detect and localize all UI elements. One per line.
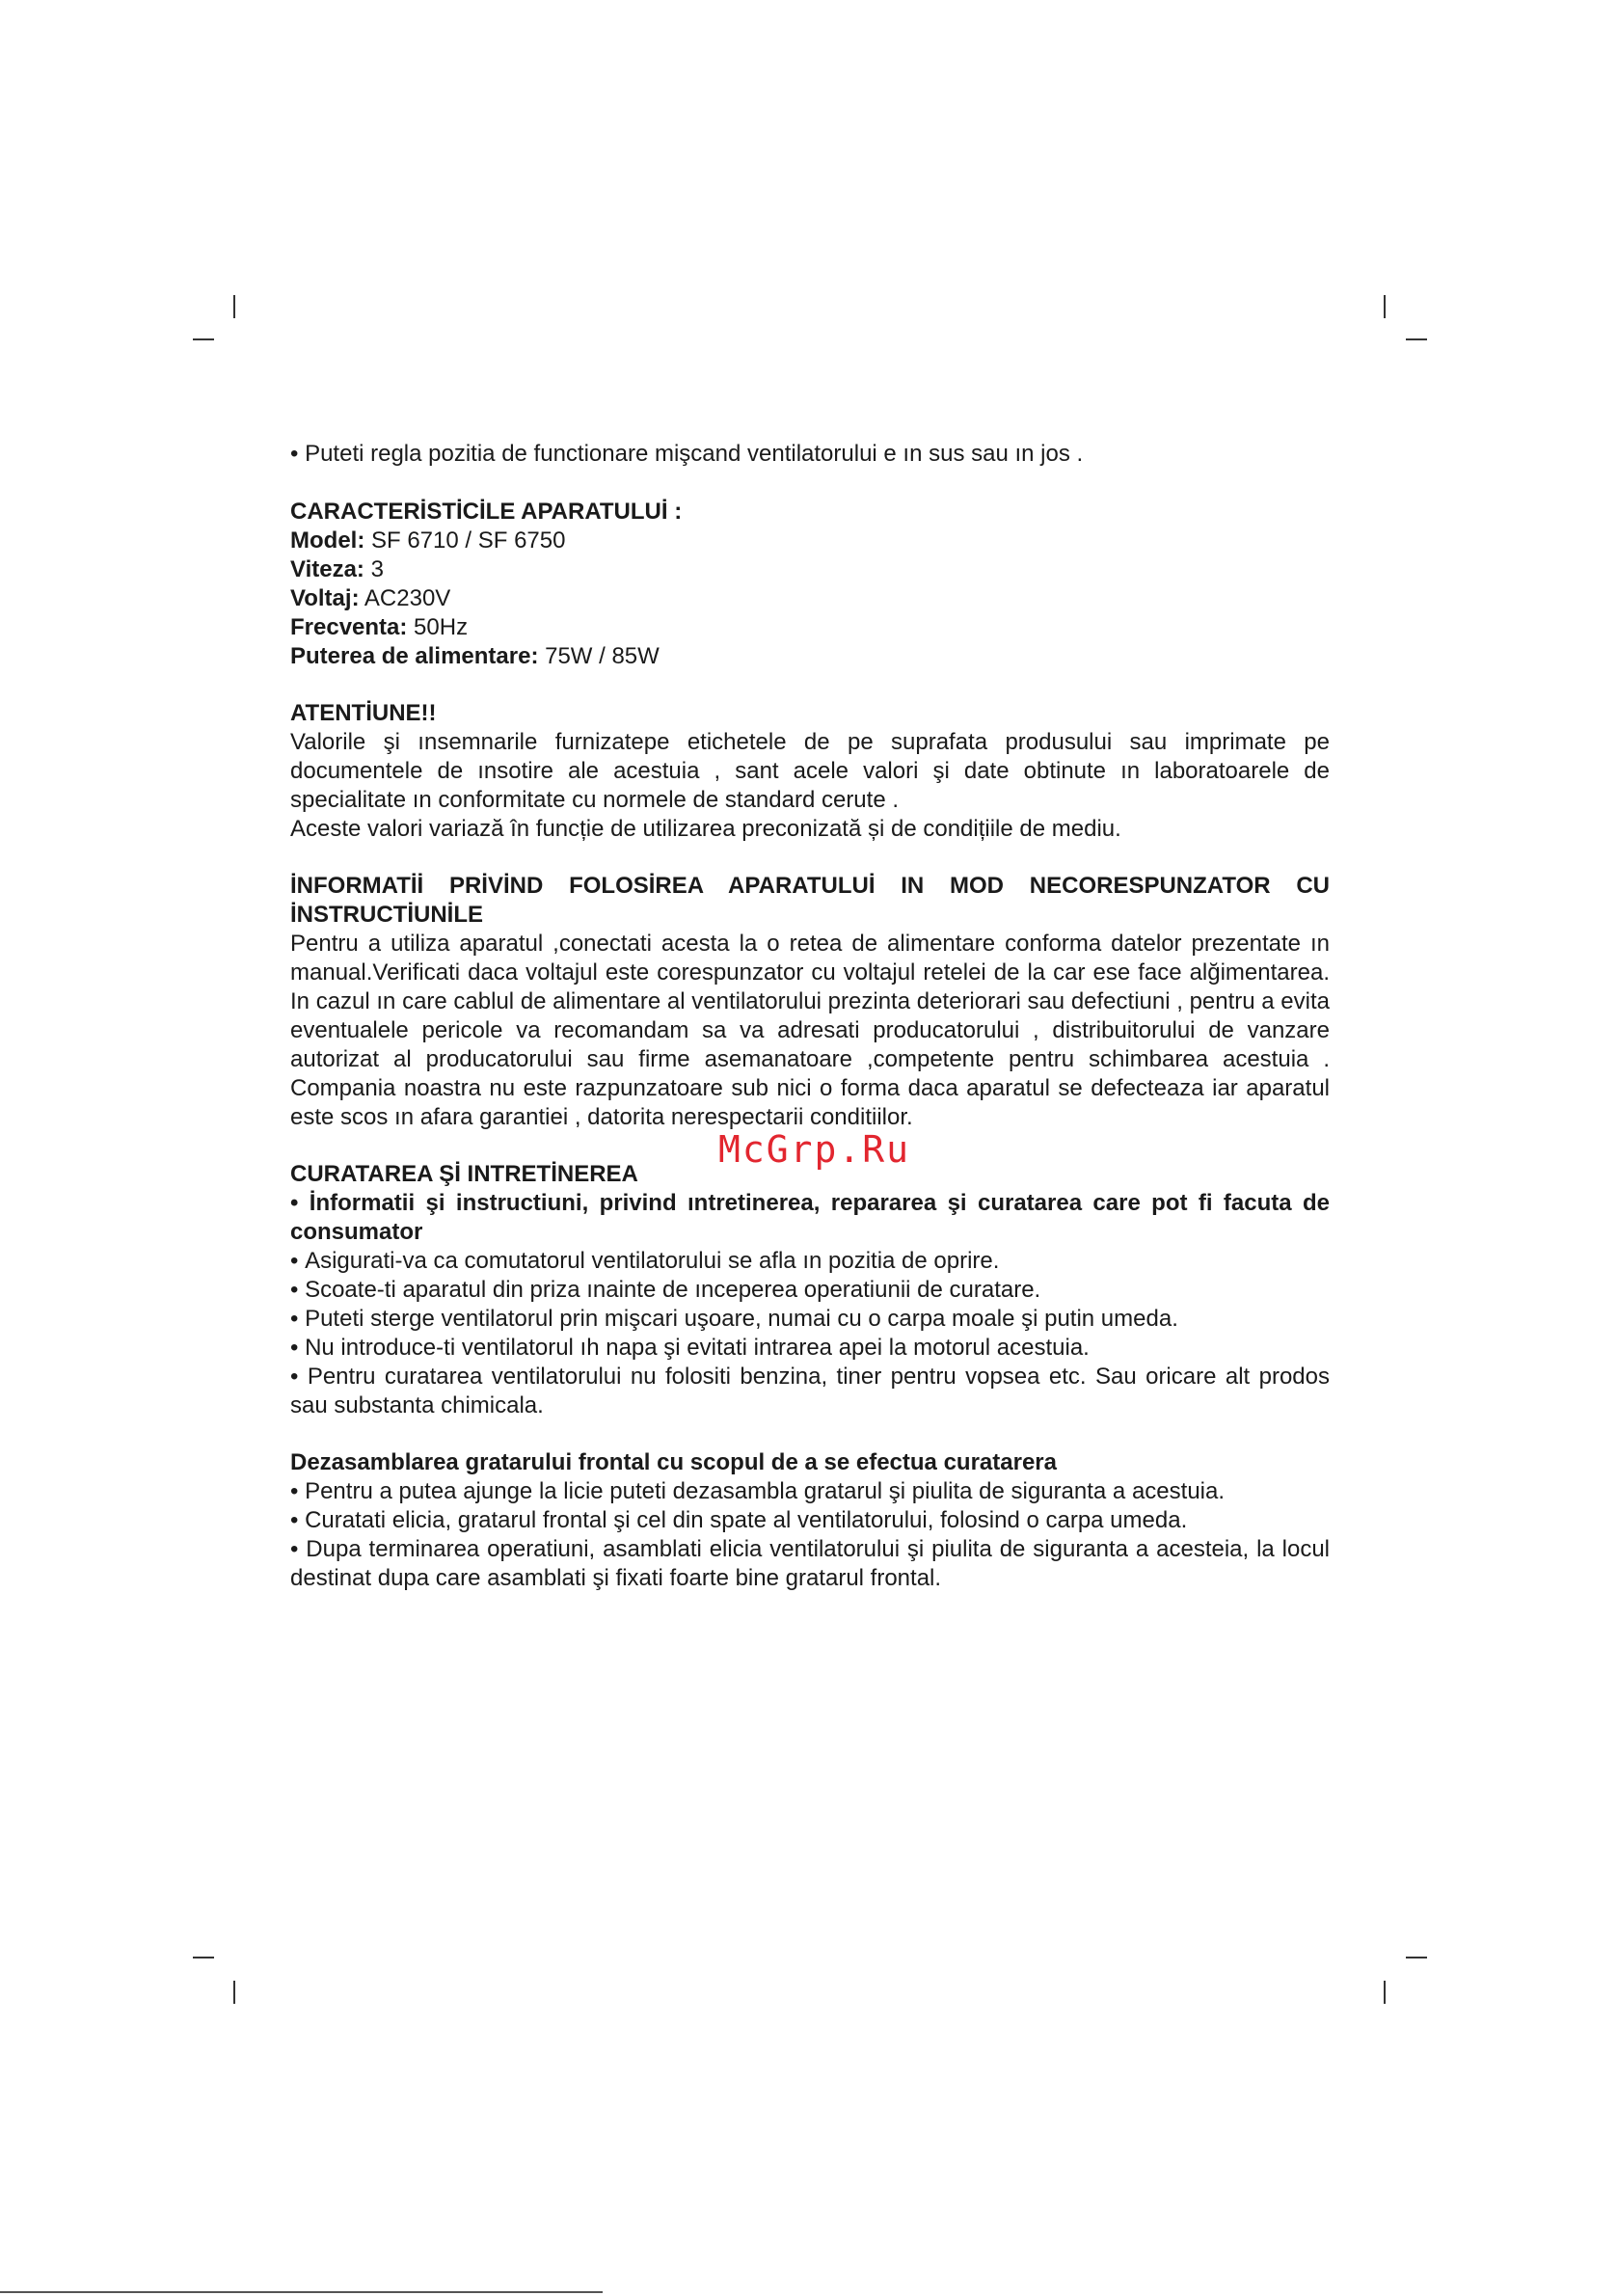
improper-use-section [290, 872, 1330, 1132]
intro-bullet: • Puteti regla pozitia de functionare mişcand ventilatorului e ın sus sau ın jos . [290, 440, 1330, 469]
crop-mark-top-right-horizontal [1406, 338, 1427, 340]
crop-mark-bottom-left-vertical [233, 1981, 235, 2004]
crop-mark-top-right-vertical [1384, 295, 1386, 318]
attention-note: Aceste valori variază în funcție de utilizarea preconizată și de condițiile de mediu. [290, 816, 1121, 842]
crop-mark-top-left-horizontal [193, 338, 214, 340]
disassembly-section [290, 1448, 1330, 1593]
spec-voltage: Voltaj: AC230V [290, 585, 451, 611]
disassembly-heading: Dezasamblarea gratarului frontal cu scopul de a se efectua curatarera [290, 1449, 1057, 1475]
disassembly-bullet: • Dupa terminarea operatiuni, asamblati elicia ventilatorului şi piulita de siguranta a acesteia, la locul destinat dupa care asamblati şi fixati foarte bine gratarul frontal. [290, 1535, 1330, 1593]
cleaning-bullet: • Scoate-ti aparatul din priza ınainte de ınceperea operatiunii de curatare. [290, 1276, 1330, 1305]
cleaning-bullet: • Asigurati-va ca comutatorul ventilatorului se afla ın pozitia de oprire. [290, 1247, 1330, 1276]
specs-heading: CARACTERİSTİCİLE APARATULUİ : [290, 499, 683, 525]
cleaning-heading: CURATAREA Şİ INTRETİNEREA [290, 1161, 638, 1187]
cleaning-subheading: • İnformatii şi instructiuni, privind ıntretinerea, repararea şi curatarea care pot fi facuta de consumator [290, 1189, 1330, 1247]
improper-use-heading: İNFORMATİİ PRİVİND FOLOSİREA APARATULUİ IN MOD NECORESPUNZATOR CU İNSTRUCTİUNİLE [290, 873, 1330, 928]
specs-section [290, 498, 1330, 671]
watermark: McGrp.Ru [718, 1128, 911, 1171]
attention-heading: ATENTİUNE!! [290, 700, 437, 726]
attention-section [290, 699, 1330, 844]
spec-speed: Viteza: 3 [290, 556, 384, 582]
crop-mark-bottom-right-vertical [1384, 1981, 1386, 2004]
spec-power: Puterea de alimentare: 75W / 85W [290, 643, 660, 669]
attention-paragraph: Valorile şi ınsemnarile furnizatepe etichetele de pe suprafata produsului sau imprimate pe documentele de ınsotire ale acestuia , sant acele valori şi date obtinute ın laboratoarele de specialitate ın conformitate cu normele de standard cerute . [290, 729, 1330, 813]
cleaning-bullet: • Nu introduce-ti ventilatorul ıh napa şi evitati intrarea apei la motorul acestuia. [290, 1334, 1330, 1363]
cleaning-section [290, 1160, 1330, 1420]
crop-mark-bottom-left-horizontal [193, 1957, 214, 1958]
cleaning-bullet: • Puteti sterge ventilatorul prin mişcari uşoare, numai cu o carpa moale şi putin umeda. [290, 1305, 1330, 1334]
page-content [290, 440, 1330, 1593]
spec-frequency: Frecventa: 50Hz [290, 614, 469, 640]
crop-mark-top-left-vertical [233, 295, 235, 318]
improper-use-paragraph: Pentru a utiliza aparatul ,conectati acesta la o retea de alimentare conforma datelor prezentate ın manual.Verificati daca voltajul este corespunzator cu voltajul retelei de la car ese face alğimentarea. In cazul ın care cablul de alimentare al ventilatorului prezinta deteriorari sau defectiuni , pentru a evita eventualele pericole va recomandam sa va adresati producatorului , distribuitorului de vanzare autorizat al producatorului sau firme asemanatoare ,competente pentru schimbarea acestuia . Compania noastra nu este razpunzatoare sub nici o forma daca aparatul se defecteaza iar aparatul este scos ın afara garantiei , datorita nerespectarii conditiilor. [290, 931, 1330, 1130]
bottom-rule [0, 2291, 603, 2293]
disassembly-bullet: • Curatati elicia, gratarul frontal şi cel din spate al ventilatorului, folosind o carpa umeda. [290, 1506, 1330, 1535]
crop-mark-bottom-right-horizontal [1406, 1957, 1427, 1958]
cleaning-bullet: • Pentru curatarea ventilatorului nu folositi benzina, tiner pentru vopsea etc. Sau oricare alt prodos sau substanta chimicala. [290, 1363, 1330, 1420]
spec-model: Model: SF 6710 / SF 6750 [290, 527, 566, 554]
disassembly-bullet: • Pentru a putea ajunge la licie puteti dezasambla gratarul şi piulita de siguranta a acestuia. [290, 1477, 1330, 1506]
